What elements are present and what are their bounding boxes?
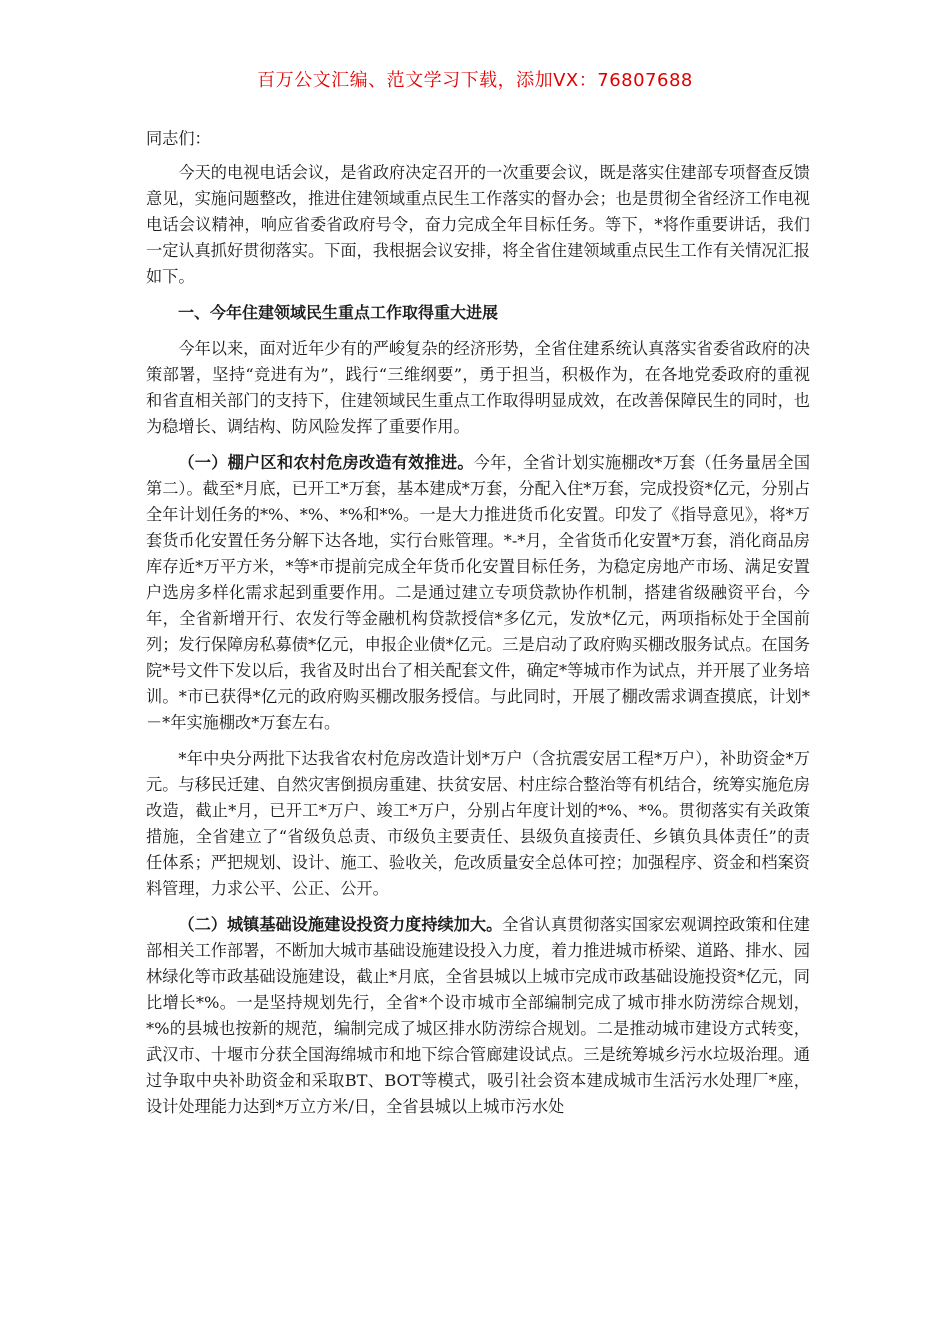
item1-body: 今年，全省计划实施棚改*万套（任务量居全国第二）。截至*月底，已开工*万套，基本建成*万套，分配入住*万套，完成投资*亿元，分别占全年计划任务的*%、*%、*%和*%。一是大力推进货币化安置。印发了《指导意见》，将*万套货币化安置任务分解下达各地，实行台账管理。*-*月，全省货币化安置*万套，消化商品房库存近*万平方米，*等*市提前完成全年货币化安置目标任务，为稳定房地产市场、满足安置户选房多样化需求起到重要作用。二是通过建立专项贷款协作机制，搭建省级融资平台，今年，全省新增开行、农发行等金融机构贷款授信*多亿元，发放*亿元，两项指标处于全国前列；发行保障房私募债*亿元，申报企业债*亿元。三是启动了政府购买棚改服务试点。在国务院*号文件下发以后，我省及时出台了相关配套文件，确定*等城市作为试点，并开展了业务培训。*市已获得*亿元的政府购买棚改服务授信。与此同时，开展了棚改需求调查摸底，计划*－*年实施棚改*万套左右。 xyxy=(146,453,811,732)
item1-paragraph-2: *年中央分两批下达我省农村危房改造计划*万户（含抗震安居工程*万户），补助资金*万元。与移民迁建、自然灾害倒损房重建、扶贫安居、村庄综合整治等有机结合，统筹实施危房改造，截止*月，已开工*万户、竣工*万户，分别占年度计划的*%、*%。贯彻落实有关政策措施，全省建立了“省级负总责、市级负主要责任、县级负直接责任、乡镇负具体责任”的责任体系；严把规划、设计、施工、验收关，危改质量安全总体可控；加强程序、资金和档案资料管理，力求公平、公正、公开。 xyxy=(146,749,810,898)
intro-paragraph: 今天的电视电话会议，是省政府决定召开的一次重要会议，既是落实住建部专项督查反馈意见，实施问题整改，推进住建领域重点民生工作落实的督办会；也是贯彻全省经济工作电视电话会议精神，响应省委省政府号令，奋力完成全年目标任务。等下，*将作重要讲话，我们一定认真抓好贯彻落实。下面，我根据会议安排，将全省住建领域重点民生工作有关情况汇报如下。 xyxy=(146,163,810,286)
salutation: 同志们： xyxy=(146,129,211,148)
section1-intro-paragraph: 今年以来，面对近年少有的严峻复杂的经济形势，全省住建系统认真落实省委省政府的决策部署，坚持“竞进有为”，践行“三维纲要”，勇于担当，积极作为，在各地党委政府的重视和省直相关部门的支持下，住建领域民生重点工作取得明显成效，在改善保障民生的同时，也为稳增长、调结构、防风险发挥了重要作用。 xyxy=(146,339,810,436)
section-heading-1: 一、今年住建领域民生重点工作取得重大进展 xyxy=(178,303,499,322)
item1-paragraph xyxy=(146,450,810,736)
item1-lead: （一）棚户区和农村危房改造有效推进。 xyxy=(178,453,474,472)
promo-header: 百万公文汇编、范文学习下载，添加VX：76807688 xyxy=(257,70,693,91)
item2-body: 全省认真贯彻落实国家宏观调控政策和住建部相关工作部署，不断加大城市基础设施建设投入力度，着力推进城市桥梁、道路、排水、园林绿化等市政基础设施建设，截止*月底，全省县城以上城市完成市政基础设施投资*亿元，同比增长*%。一是坚持规划先行，全省*个设市城市全部编制完成了城市排水防涝综合规划，*%的县城也按新的规范，编制完成了城区排水防涝综合规划。二是推动城市建设方式转变，武汉市、十堰市分获全国海绵城市和地下综合管廊建设试点。三是统筹城乡污水垃圾治理。通过争取中央补助资金和采取BT、BOT等模式，吸引社会资本建成城市生活污水处理厂*座，设计处理能力达到*万立方米/日，全省县城以上城市污水处 xyxy=(146,915,810,1116)
item2-lead: （二）城镇基础设施建设投资力度持续加大。 xyxy=(178,915,503,934)
document-body xyxy=(146,126,810,1130)
item2-paragraph xyxy=(146,912,810,1120)
